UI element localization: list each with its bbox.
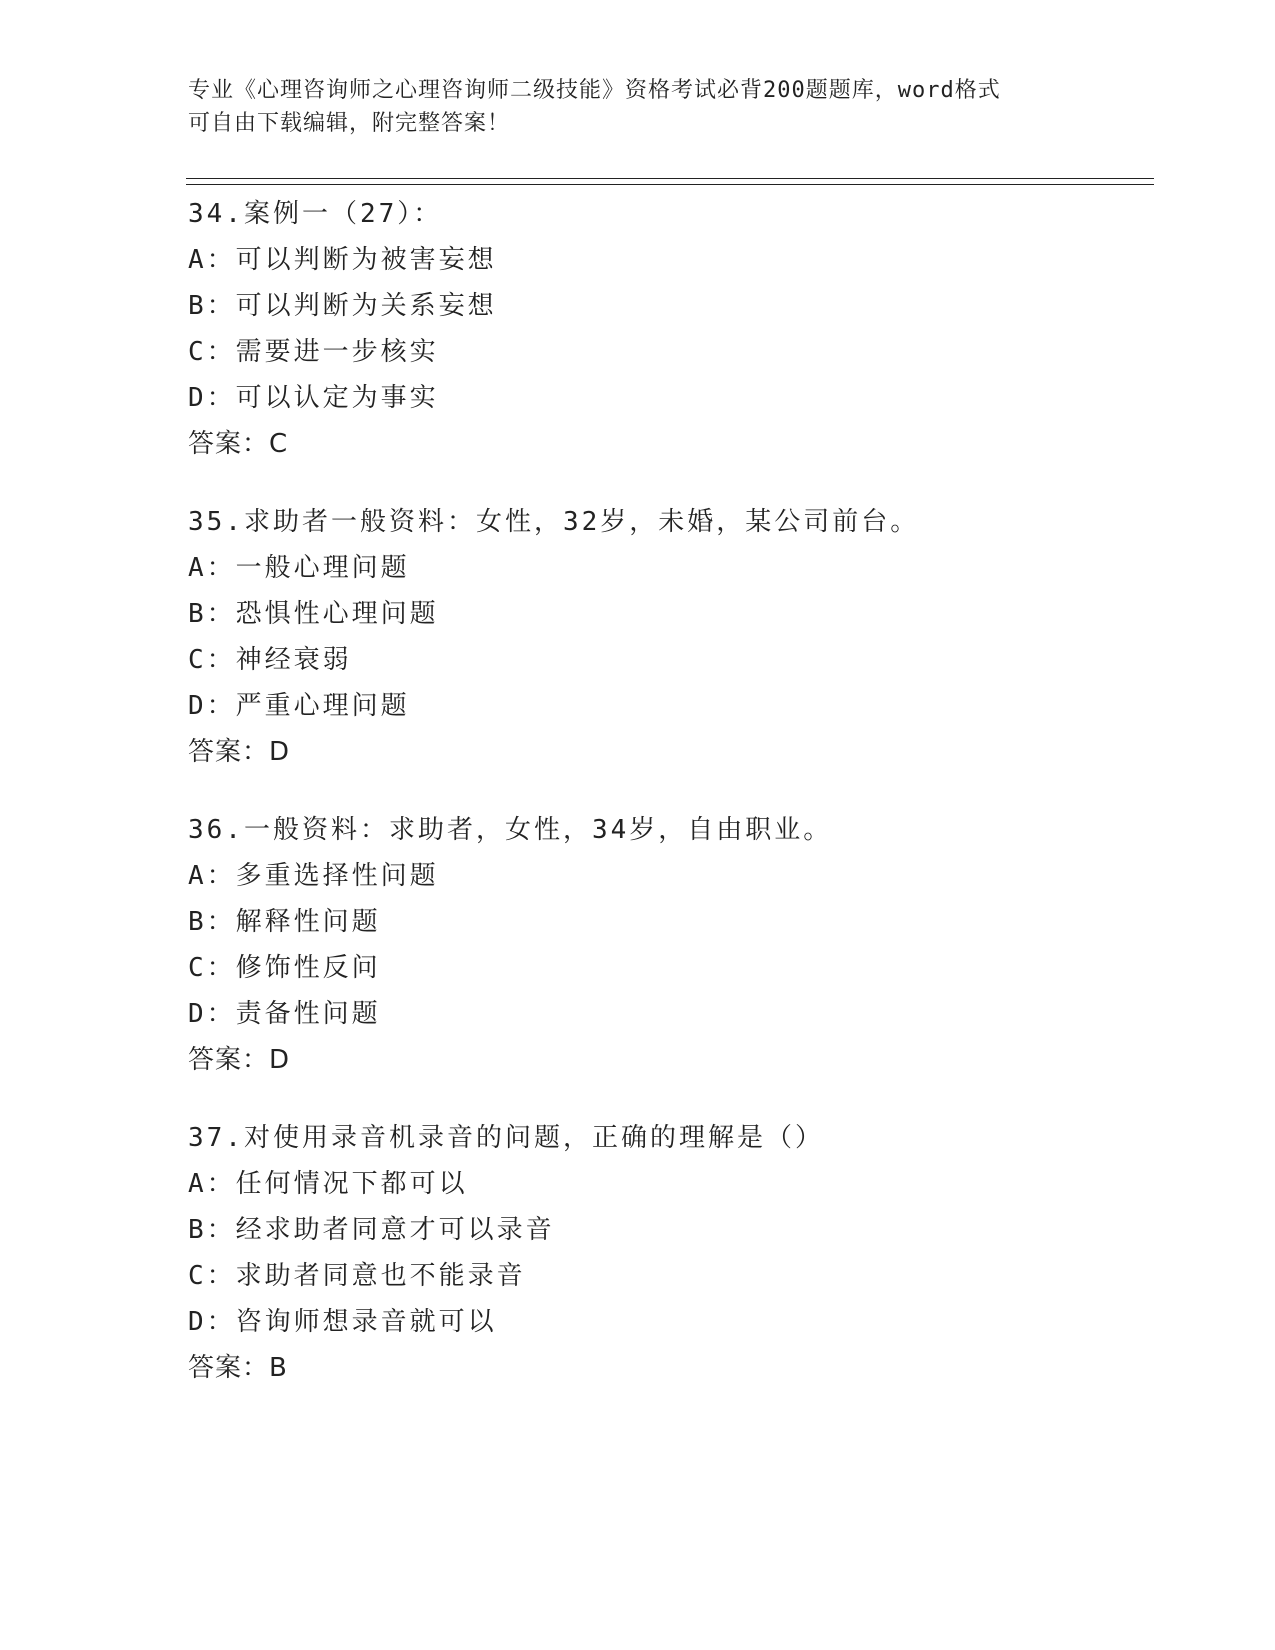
option-b: B：可以判断为关系妄想 — [188, 291, 497, 321]
question-item — [188, 807, 1148, 1083]
option-b: B：解释性问题 — [188, 907, 381, 937]
header-divider-top — [186, 178, 1154, 179]
question-list — [188, 191, 1148, 1423]
question-stem: 37.对使用录音机录音的问题，正确的理解是（） — [188, 1123, 824, 1153]
option-d: D：责备性问题 — [188, 999, 381, 1029]
answer-line: 答案：D — [188, 737, 291, 767]
answer-line: 答案：D — [188, 1045, 291, 1075]
option-d: D：咨询师想录音就可以 — [188, 1307, 497, 1337]
question-stem: 34.案例一（27）： — [188, 199, 443, 229]
question-stem: 35.求助者一般资料：女性，32岁，未婚，某公司前台。 — [188, 507, 920, 537]
answer-line: 答案：C — [188, 429, 289, 459]
option-c: C：神经衰弱 — [188, 645, 352, 675]
option-a: A：一般心理问题 — [188, 553, 410, 583]
option-a: A：任何情况下都可以 — [188, 1169, 468, 1199]
question-item — [188, 1115, 1148, 1391]
header-line-1: 专业《心理咨询师之心理咨询师二级技能》资格考试必背200题题库，word格式 — [188, 78, 1001, 103]
header-line-2: 可自由下载编辑，附完整答案！ — [188, 111, 511, 136]
option-d: D：严重心理问题 — [188, 691, 410, 721]
option-d: D：可以认定为事实 — [188, 383, 439, 413]
document-header — [188, 74, 1088, 140]
question-stem: 36.一般资料：求助者，女性，34岁，自由职业。 — [188, 815, 833, 845]
option-a: A：可以判断为被害妄想 — [188, 245, 497, 275]
answer-line: 答案：B — [188, 1353, 288, 1383]
option-c: C：求助者同意也不能录音 — [188, 1261, 526, 1291]
option-b: B：恐惧性心理问题 — [188, 599, 439, 629]
option-b: B：经求助者同意才可以录音 — [188, 1215, 555, 1245]
option-c: C：修饰性反问 — [188, 953, 381, 983]
header-divider-bottom — [186, 184, 1154, 185]
question-item — [188, 499, 1148, 775]
option-a: A：多重选择性问题 — [188, 861, 439, 891]
option-c: C：需要进一步核实 — [188, 337, 439, 367]
question-item — [188, 191, 1148, 467]
